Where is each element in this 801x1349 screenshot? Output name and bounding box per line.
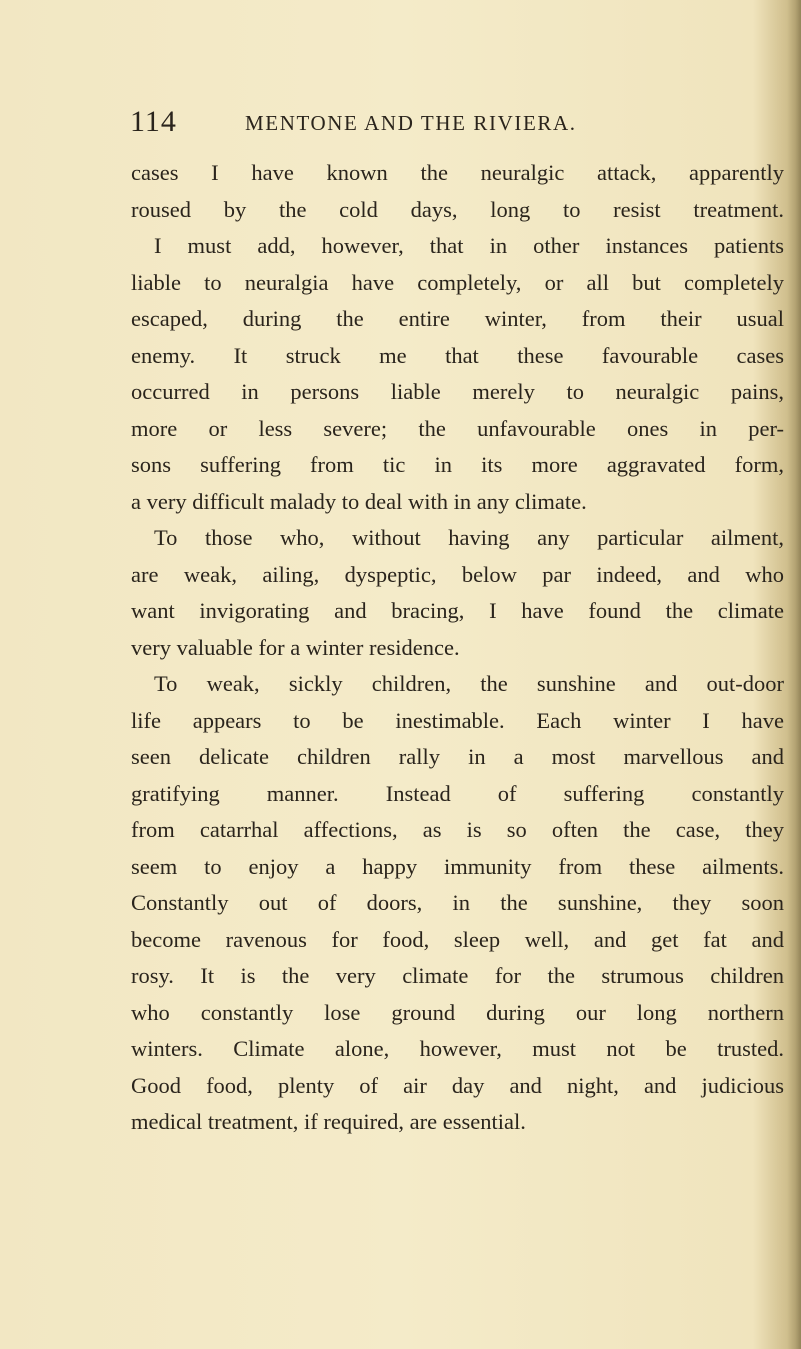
text-line: want invigorating and bracing, I have found the climate bbox=[131, 598, 784, 623]
text-line: cases I have known the neuralgic attack, apparently bbox=[131, 160, 784, 185]
text-line: winters. Climate alone, however, must not be trusted. bbox=[131, 1036, 784, 1061]
text-line: are weak, ailing, dyspeptic, below par indeed, and who bbox=[131, 561, 784, 587]
text-line: rosy. It is the very climate for the strumous children bbox=[131, 963, 784, 988]
text-line: occurred in persons liable merely to neuralgic pains, bbox=[131, 379, 784, 404]
running-head: MENTONE AND THE RIVIERA. bbox=[245, 111, 577, 135]
text-line: from catarrhal affections, as is so often the case, they bbox=[131, 817, 784, 842]
page-header bbox=[130, 104, 730, 140]
text-line: I must add, however, that in other instances patients bbox=[154, 233, 784, 258]
text-line: liable to neuralgia have completely, or all but completely bbox=[131, 269, 784, 295]
text-line: seen delicate children rally in a most marvellous and bbox=[131, 744, 784, 769]
text-line: become ravenous for food, sleep well, and get fat and bbox=[131, 926, 784, 952]
text-line: To weak, sickly children, the sunshine and out-door bbox=[154, 671, 784, 696]
text-line: gratifying manner. Instead of suffering constantly bbox=[131, 780, 784, 806]
text-line: Constantly out of doors, in the sunshine, they soon bbox=[131, 890, 784, 915]
text-line: a very difficult malady to deal with in any climate. bbox=[131, 488, 587, 514]
text-line: more or less severe; the unfavourable ones in per- bbox=[131, 415, 784, 441]
page-edge-shadow bbox=[787, 0, 801, 1349]
page-number: 114 bbox=[130, 105, 177, 138]
text-line: who constantly lose ground during our long northern bbox=[131, 999, 784, 1025]
text-line: Good food, plenty of air day and night, and judicious bbox=[131, 1072, 784, 1098]
text-line: very valuable for a winter residence. bbox=[131, 634, 460, 660]
text-line: To those who, without having any particular ailment, bbox=[154, 525, 784, 550]
text-line: escaped, during the entire winter, from their usual bbox=[131, 306, 784, 331]
text-line: roused by the cold days, long to resist treatment. bbox=[131, 196, 784, 222]
text-line: enemy. It struck me that these favourable cases bbox=[131, 342, 784, 368]
text-line: seem to enjoy a happy immunity from these ailments. bbox=[131, 853, 784, 879]
body-text bbox=[131, 155, 784, 1141]
text-line: life appears to be inestimable. Each winter I have bbox=[131, 707, 784, 733]
text-line: sons suffering from tic in its more aggravated form, bbox=[131, 452, 784, 477]
text-line: medical treatment, if required, are essential. bbox=[131, 1109, 526, 1134]
